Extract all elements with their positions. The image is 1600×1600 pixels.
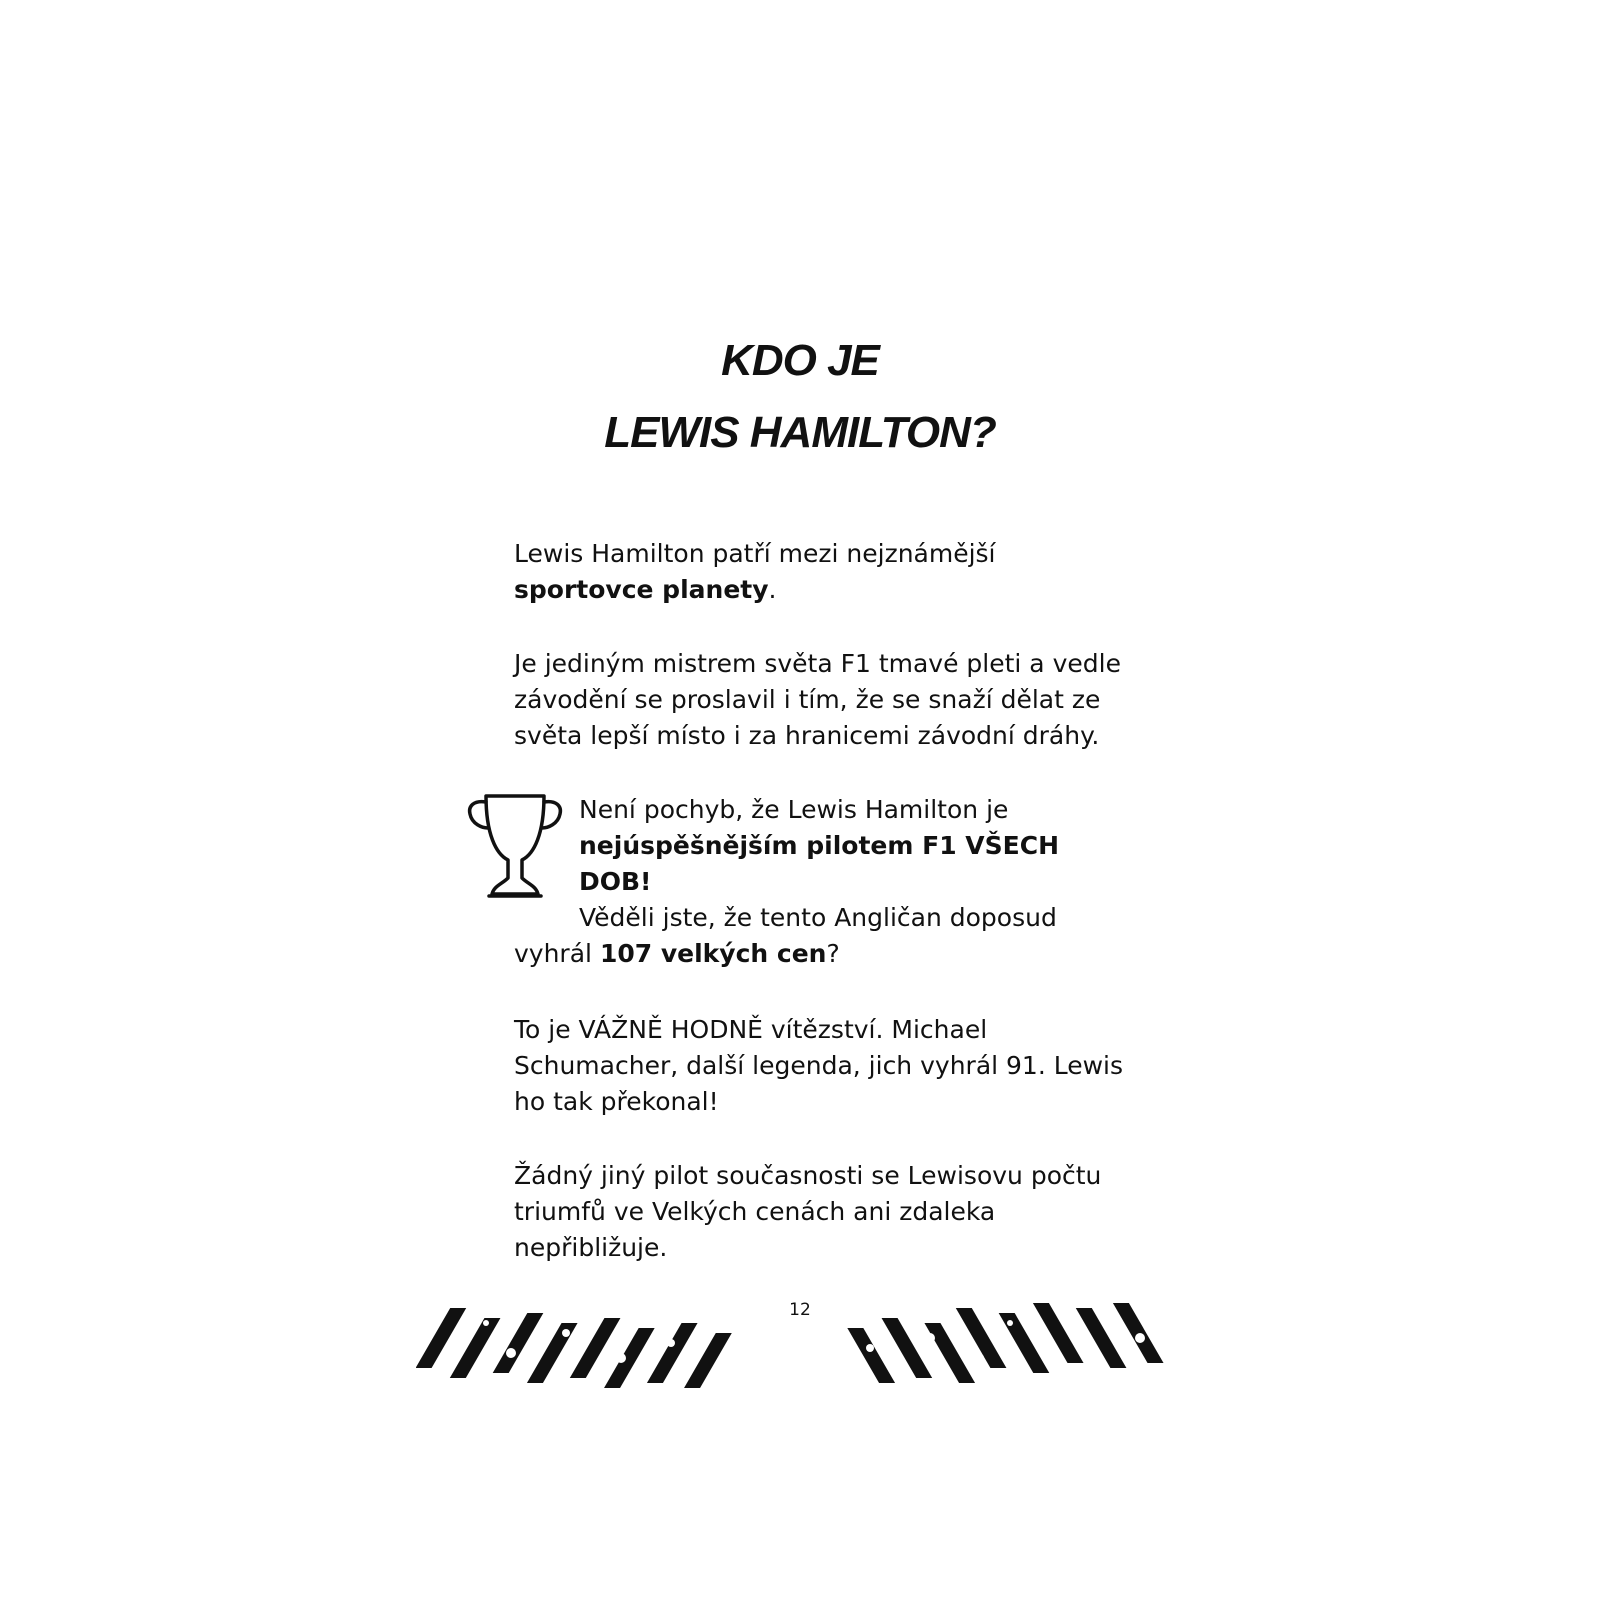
paragraph-wins: [514, 900, 1134, 972]
paragraph-intro-bold: sportovce planety: [514, 575, 769, 604]
paragraph-wins-end: ?: [826, 939, 840, 968]
paragraph-no-rival: Žádný jiný pilot současnosti se Lewisovu počtu triumfů ve Velkých cenách ani zdaleka nepřibližuje.: [514, 1161, 1102, 1262]
tire-tread-right-icon: [840, 1298, 1196, 1398]
paragraph-wins-bold: 107 velkých cen: [599, 939, 827, 968]
tire-tread-left-icon: [416, 1298, 796, 1398]
trophy-icon: [466, 794, 564, 902]
paragraph-intro-end: .: [768, 575, 777, 604]
paragraph-schumacher: To je VÁŽNĚ HODNĚ vítězství. Michael Schumacher, další legenda, jich vyhrál 91. Lewis ho tak překonal!: [514, 1015, 1124, 1116]
page-number: 12: [789, 1300, 811, 1320]
title-line-2: LEWIS HAMILTON?: [604, 408, 996, 457]
paragraph-intro-text: Lewis Hamilton patří mezi nejznámější: [514, 539, 996, 568]
paragraph-greatest-text: Není pochyb, že Lewis Hamilton je: [579, 795, 1009, 824]
paragraph-champion: Je jediným mistrem světa F1 tmavé pleti a vedle závodění se proslavil i tím, že se snaží dělat ze světa lepší místo i za hranicemi závodní dráhy.: [514, 649, 1121, 750]
paragraph-intro: [514, 536, 1134, 608]
paragraph-wins-text: Věděli jste, že tento Angličan doposud vyhrál: [514, 903, 1057, 968]
title-line-1: KDO JE: [721, 336, 879, 385]
paragraph-greatest-bold: nejúspěšnějším pilotem F1 VŠECH DOB!: [579, 831, 1060, 896]
paragraph-greatest: [579, 792, 1139, 900]
